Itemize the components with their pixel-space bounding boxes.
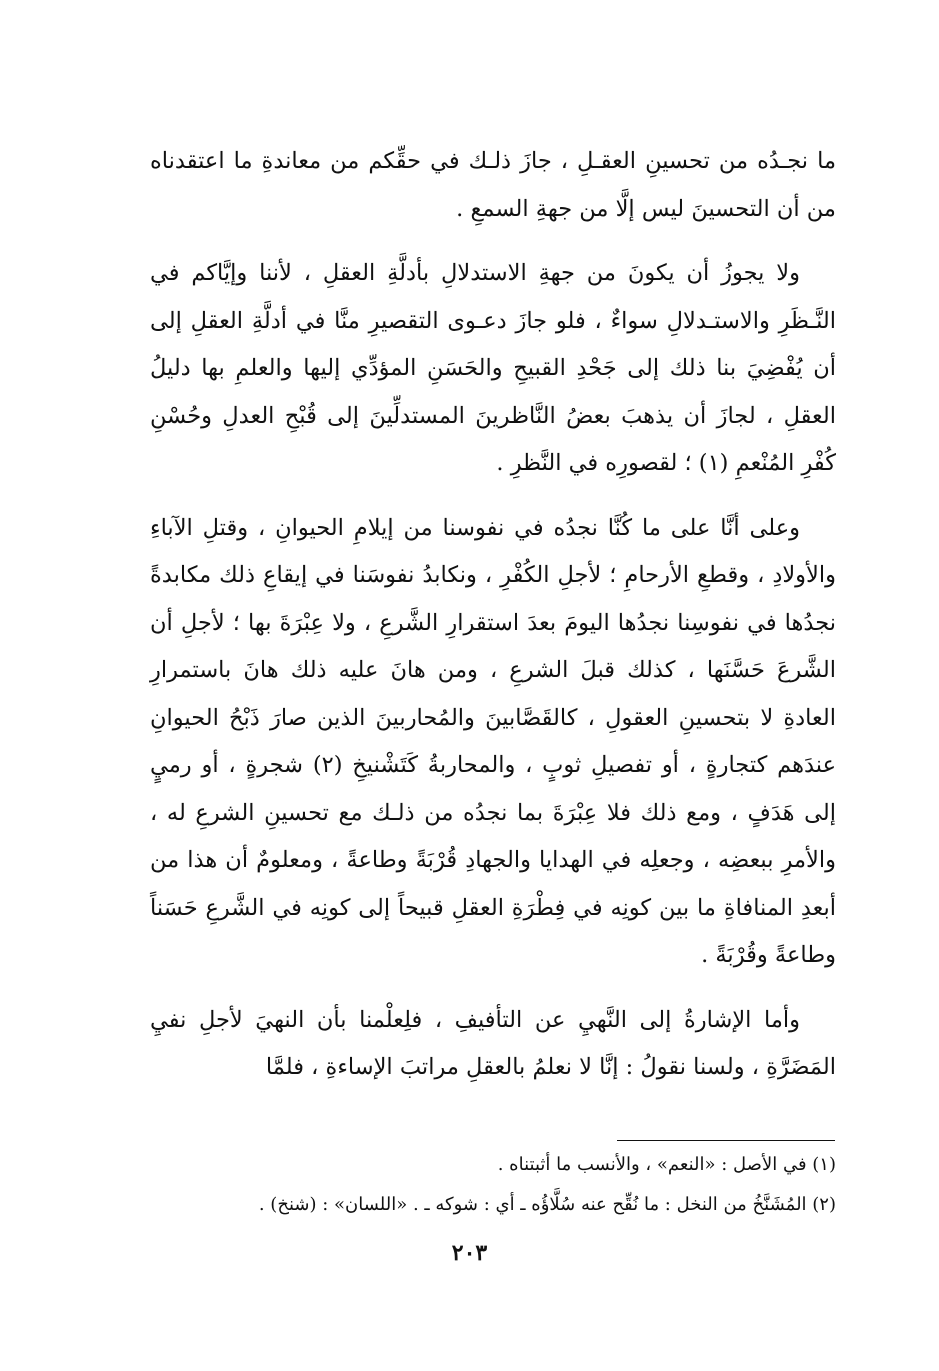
page-number: ٢٠٣	[451, 1240, 488, 1266]
footnote-2: (٢) المُشَنَّخُ من النخل : ما نُقِّح عنه سُلَّاؤُه ـ أي : شوكه ـ . «اللسان» : (شنخ) .	[258, 1194, 836, 1215]
main-text	[150, 138, 836, 1109]
footnote-separator	[617, 1140, 835, 1141]
paragraph-2: ولا يجوزُ أن يكونَ من جهةِ الاستدلالِ بأدلَّةِ العقلِ ، لأننا وإيَّاكم في النَّـظَرِ والاستـدلالِ سواءٌ ، فلو جازَ دعـوى التقصيرِ منَّا في أدلَّةِ العقلِ إلى أن يُفْضِيَ بنا ذلك إلى جَحْدِ القبيحِ والحَسَنِ المؤدِّي إليها والعلمِ بها دليلُ العقلِ ، لجازَ أن يذهبَ بعضُ النَّاظرينَ المستدلِّينَ إلى قُبْحِ العدلِ وحُسْنِ كُفْرِ المُنْعمِ (١) ؛ لقصورِه في النَّظرِ .	[150, 260, 836, 476]
paragraph-3: وعلى أنَّا على ما كُنَّا نجدُه في نفوسنا من إيلامِ الحيوانِ ، وقتلِ الآباءِ والأولادِ ، وقطعِ الأرحامِ ؛ لأجلِ الكُفْرِ ، ونكابدُ نفوسَنا في إيقاعِ ذلك مكابدةً نجدُها في نفوسِنا نجدُها اليومَ بعدَ استقرارِ الشَّرعِ ، ولا عِبْرَةَ بها ؛ لأجلِ أن الشَّرعَ حَسَّنَها ، كذلك قبلَ الشرعِ ، ومن هانَ عليه ذلك هانَ باستمرارِ العادةِ لا بتحسينِ العقولِ ، كالقَصَّابينَ والمُحاربينَ الذين صارَ ذَبْحُ الحيوانِ عندَهم كتجارةٍ ، أو تفصيلِ ثوبٍ ، والمحاربةُ كَتَشْنيخِ (٢) شجرةٍ ، أو رميٍ إلى هَدَفٍ ، ومع ذلك فلا عِبْرَةَ بما نجدُه من ذلـك مع تحسينِ الشرعِ له ، والأمرِ ببعضِه ، وجعلِه في الهدايا والجهادِ قُرْبَةً وطاعةً ، ومعلومٌ أن هذا من أبعدِ المنافاةِ ما بين كونِه في فِطْرَةِ العقلِ قبيحاً إلى كونِه في الشَّرعِ حَسَناً وطاعةً وقُرْبَةً .	[150, 514, 836, 968]
paragraph-4: وأما الإشارةُ إلى النَّهيِ عن التأفيفِ ، فلِعلْمنا بأن النهيَ لأجلِ نفيِ المَضَرَّةِ ، ولسنا نقولُ : إنَّا لا نعلمُ بالعقلِ مراتبَ الإساءةِ ، فلمَّا	[150, 1006, 836, 1080]
footnotes	[150, 1145, 836, 1225]
paragraph-1: ما نجـدُه من تحسينِ العقـلِ ، جازَ ذلـك في حقِّكم من معاندةِ ما اعتقدناه من أن التحسينَ ليس إلَّا من جهةِ السمعِ .	[150, 148, 836, 222]
footnote-1: (١) في الأصل : «النعم» ، والأنسب ما أثبتناه .	[497, 1154, 836, 1175]
